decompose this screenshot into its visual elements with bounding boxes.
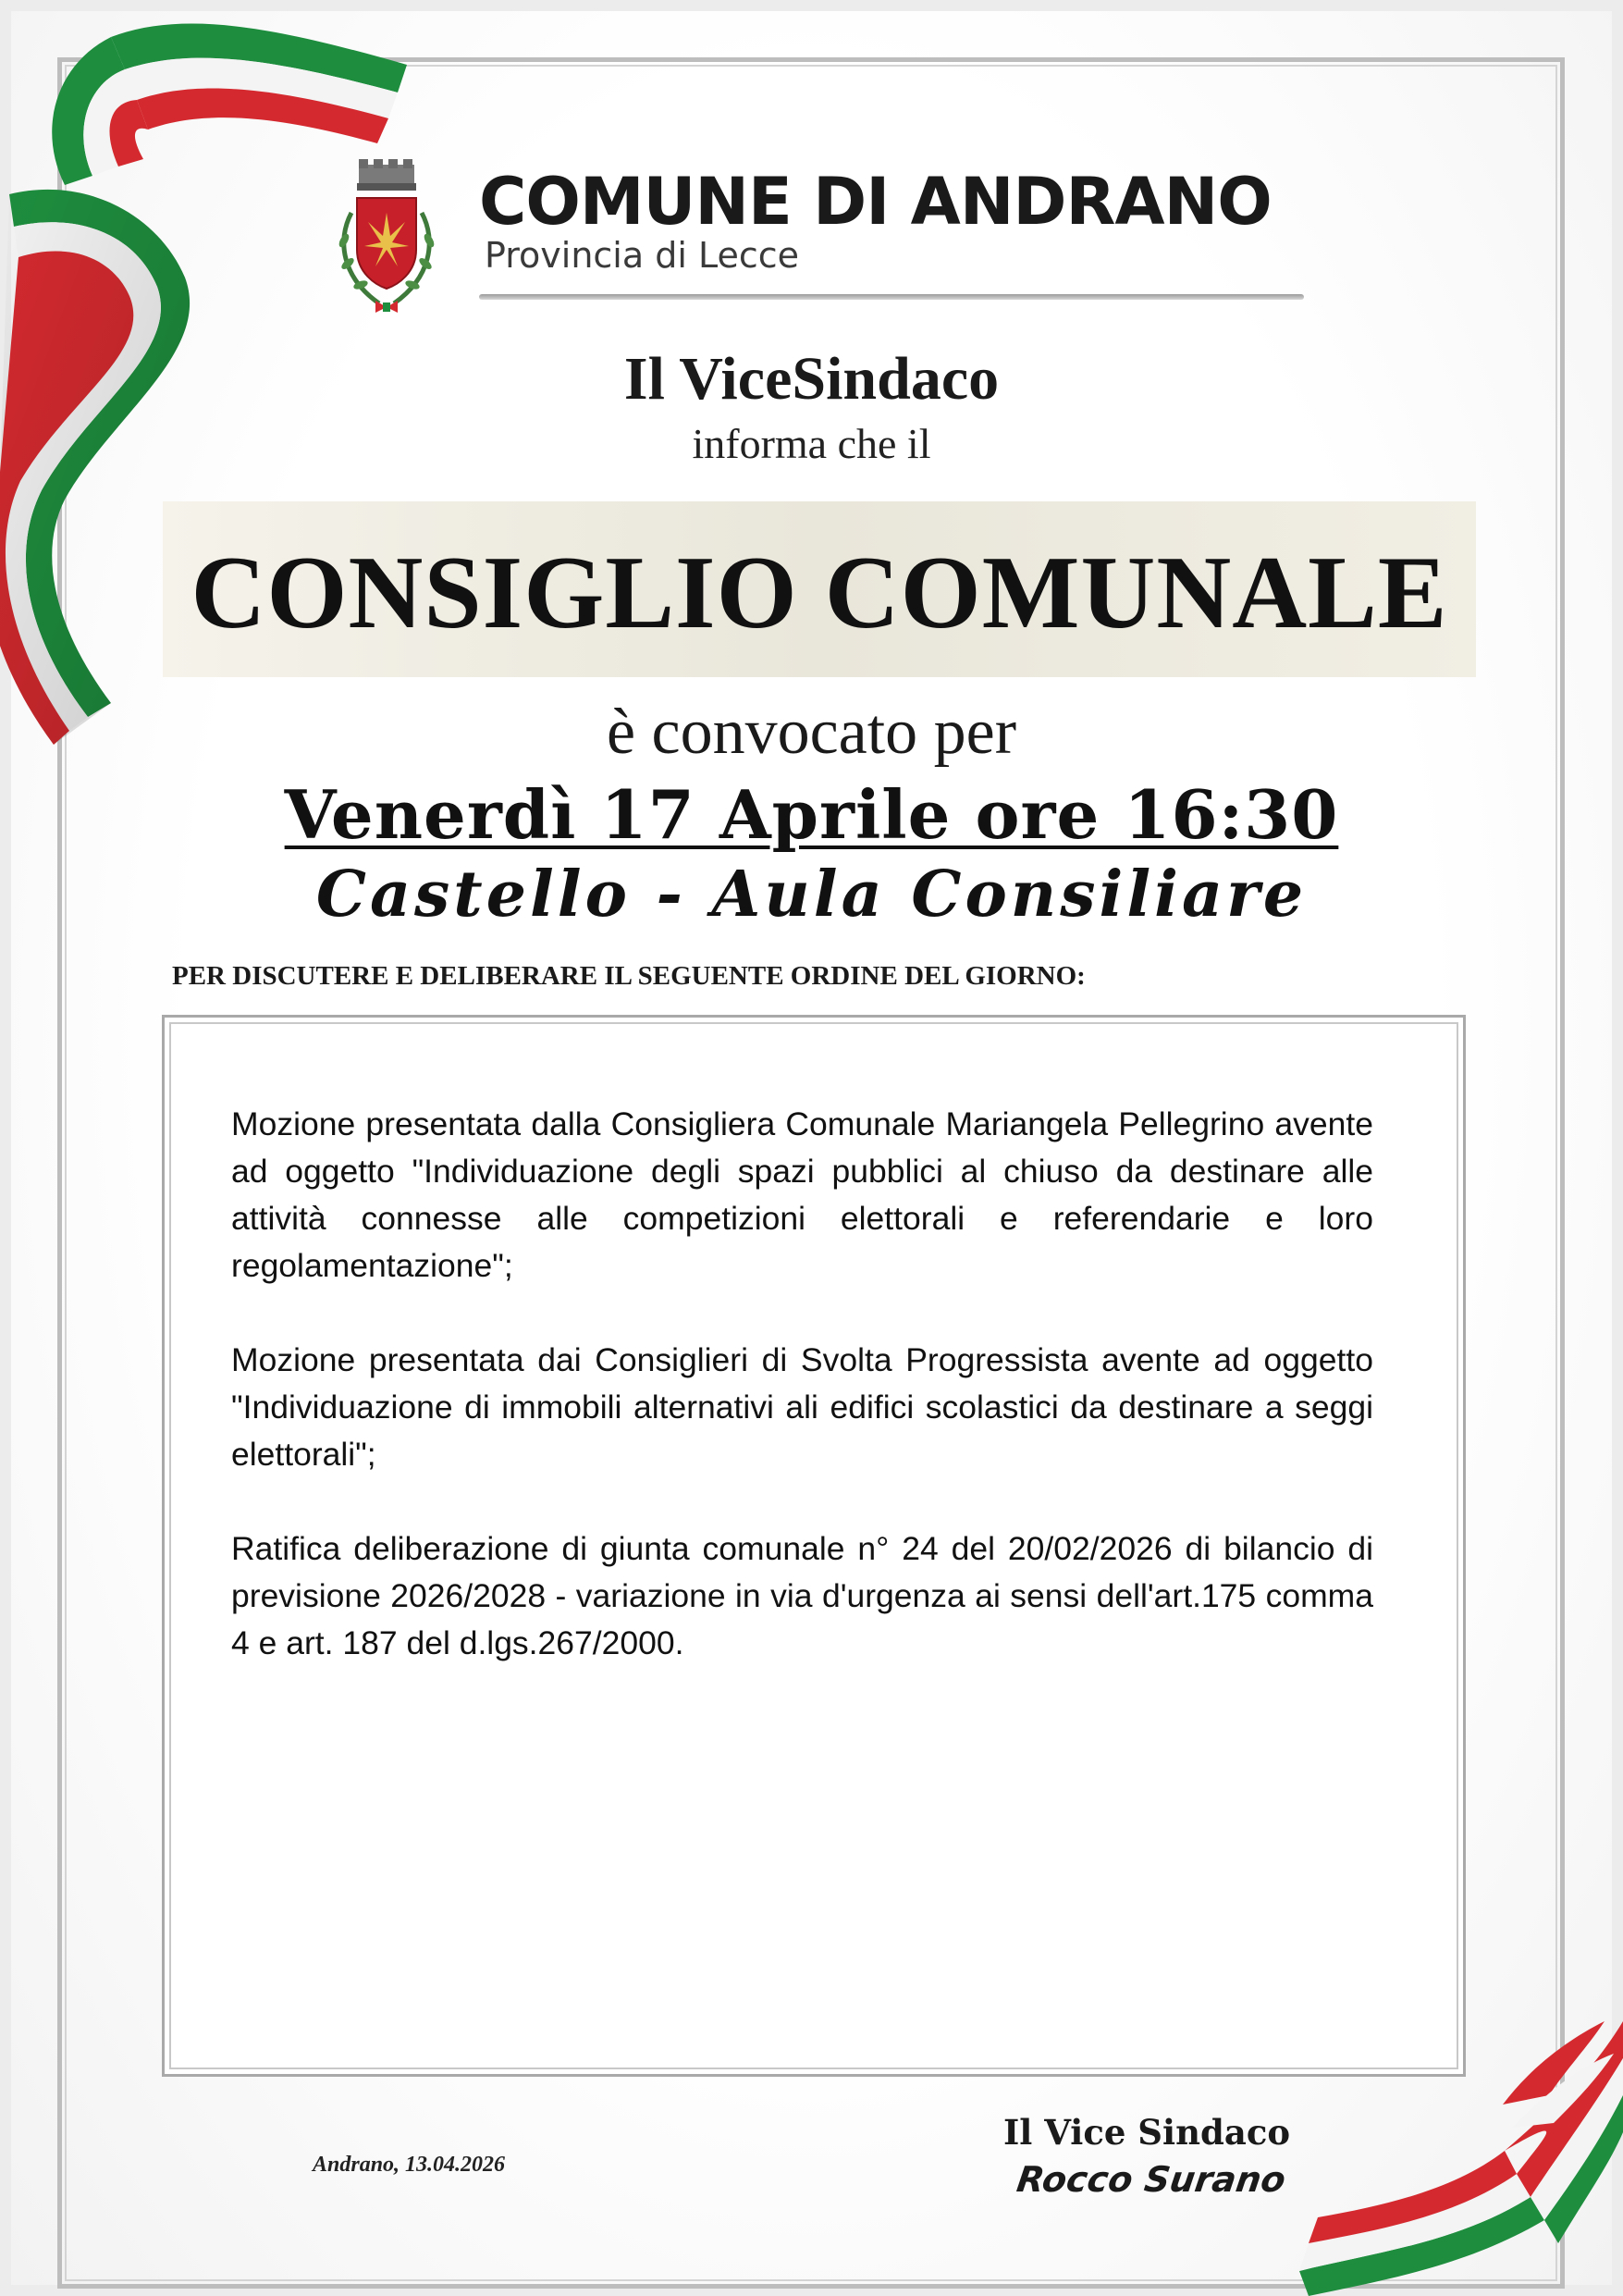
- convened-text: è convocato per: [606, 697, 1017, 768]
- municipal-crest-icon: [324, 157, 449, 319]
- agenda-item: Mozione presentata dai Consiglieri di Svolta Progressista avente ad oggetto "Individuazione di immobili alternativi ali edifici scolastici da destinare a seggi elettorali";: [231, 1341, 1373, 1473]
- town-name-heading: COMUNE DI ANDRANO: [479, 164, 1272, 240]
- meeting-date: [0, 775, 1623, 855]
- signer-name: Rocco Surano: [1014, 2159, 1288, 2200]
- council-title: CONSIGLIO COMUNALE: [191, 536, 1448, 650]
- agenda-item: Ratifica deliberazione di giunta comunale n° 24 del 20/02/2026 di bilancio di previsione 2026/2028 - variazione in via d'urgenza ai sensi dell'art.175 comma 4 e art. 187 del d.lgs.267/2000.: [231, 1530, 1373, 1661]
- meeting-place: Castello - Aula Consiliare: [315, 858, 1308, 932]
- signer-role: Il Vice Sindaco: [1003, 2112, 1291, 2153]
- header-divider: [479, 294, 1304, 300]
- agenda-heading: PER DISCUTERE E DELIBERARE IL SEGUENTE ORDINE DEL GIORNO:: [172, 961, 1086, 991]
- issuer-heading: Il ViceSindaco: [623, 345, 1000, 413]
- meeting-date-text: Venerdì 17 Aprile ore 16:30: [284, 775, 1339, 854]
- informs-text: informa che il: [692, 420, 931, 467]
- agenda-item: Mozione presentata dalla Consigliera Comunale Mariangela Pellegrino avente ad oggetto "Individuazione degli spazi pubblici al chiuso da destinare alle attività connesse alle competizioni elettorali e referendarie e loro regolamentazione";: [231, 1105, 1373, 1284]
- agenda-list: [231, 1101, 1373, 1714]
- issue-date: Andrano, 13.04.2026: [313, 2153, 506, 2177]
- province-subtitle: Provincia di Lecce: [485, 235, 800, 276]
